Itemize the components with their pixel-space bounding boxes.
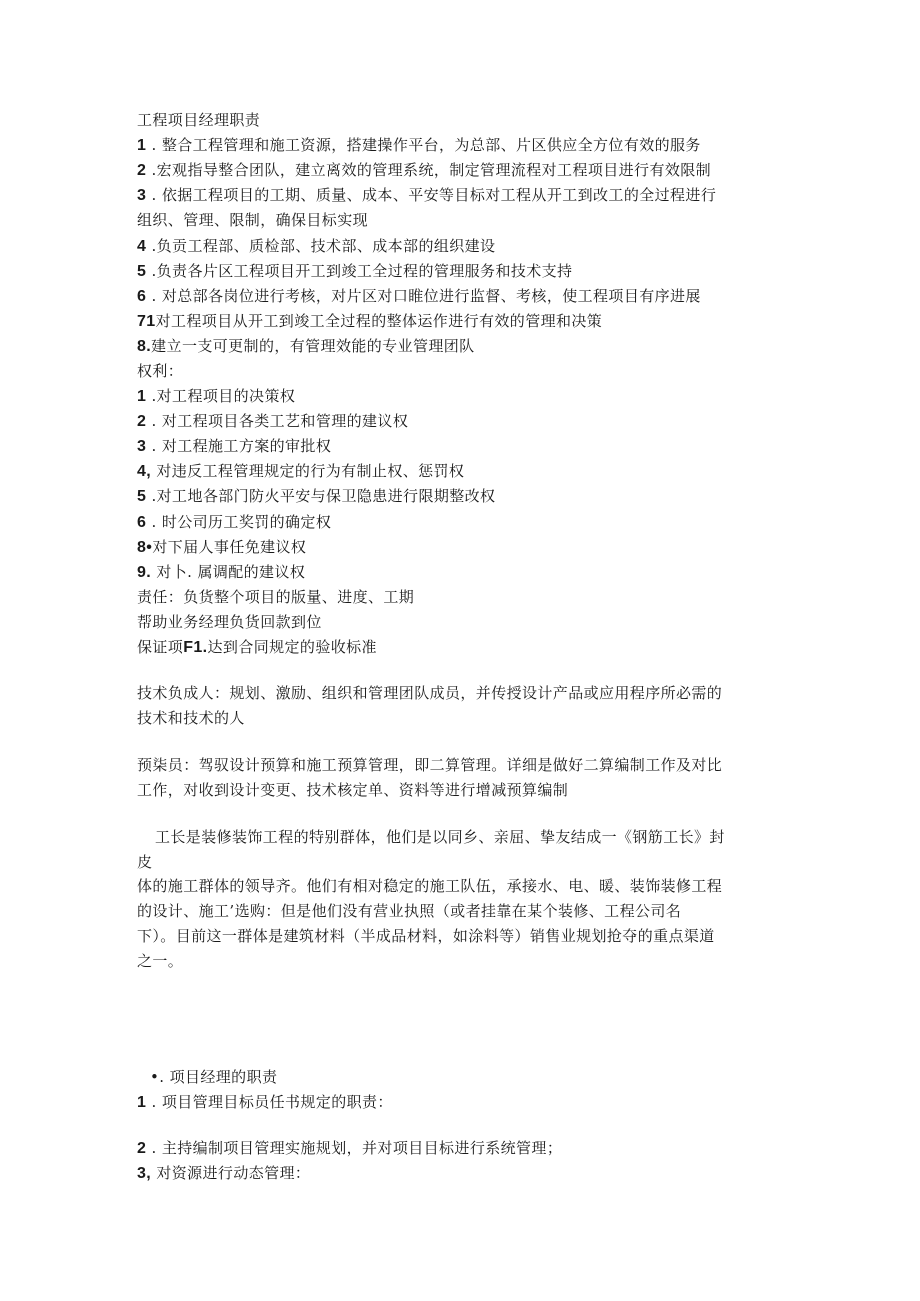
duty-number: 2 bbox=[137, 162, 147, 179]
pm-heading: •. 项目经理的职责 bbox=[150, 1068, 278, 1086]
rights-number: 6 bbox=[137, 514, 147, 531]
duty-item-3-continued bbox=[137, 210, 368, 230]
rights-item-6 bbox=[137, 512, 331, 533]
duty-text: .负责各片区工程项目开工到竣工全过程的管理服务和技术支持 bbox=[146, 262, 573, 280]
rights-item-5 bbox=[137, 486, 495, 507]
rights-item-1 bbox=[137, 386, 295, 407]
rights-text: .对工地各部门防火平安与保卫隐患进行限期整改权 bbox=[146, 487, 496, 505]
rights-number: 5 bbox=[137, 488, 147, 505]
foreman-line-5: 下）。目前这一群体是建筑材料（半成品材料，如涂料等）销售业规划抢夺的重点渠道 bbox=[137, 927, 715, 945]
rights-item-8 bbox=[137, 537, 306, 558]
rights-item-9 bbox=[137, 562, 305, 583]
rights-number: 3 bbox=[137, 438, 147, 455]
duty-item-6 bbox=[137, 286, 701, 307]
duty-item-2 bbox=[137, 160, 711, 181]
rights-number: 1 bbox=[137, 388, 147, 405]
pm-text: . 主持编制项目管理实施规划，并对项目目标进行系统管理； bbox=[146, 1139, 563, 1157]
budget-line-2: 工作，对收到设计变更、技术核定单、资料等进行增减预算编制 bbox=[137, 781, 569, 799]
rights-text: . 对工程施工方案的审批权 bbox=[146, 437, 332, 455]
pm-item-2 bbox=[137, 1138, 562, 1159]
ensure-prefix: 保证项 bbox=[137, 638, 184, 656]
duty-number: 3 bbox=[137, 187, 147, 204]
foreman-line-6: 之一。 bbox=[137, 952, 184, 970]
rights-text: . 时公司历工奖罚的确定权 bbox=[146, 513, 332, 531]
duty-text: 组织、管理、限制，确保目标实现 bbox=[137, 211, 369, 229]
duty-number: 4 bbox=[137, 238, 147, 255]
duty-text: . 对总部各岗位进行考核，对片区对口睢位进行监督、考核，使工程项目有序进展 bbox=[146, 287, 701, 305]
rights-number: 4, bbox=[137, 463, 152, 480]
duty-item-4 bbox=[137, 236, 495, 257]
foreman-line-4: 的设计、施工’选购：但是他们没有营业执照（或者挂靠在某个装修、工程公司名 bbox=[137, 902, 682, 920]
duty-number: 71 bbox=[137, 313, 156, 330]
duty-item-3 bbox=[137, 185, 716, 206]
rights-number: 8• bbox=[137, 539, 153, 556]
foreman-line-3: 体的施工群体的领导齐。他们有相对稳定的施工队伍，承接水、电、暖、装饰装修工程 bbox=[137, 877, 723, 895]
rights-number: 2 bbox=[137, 413, 147, 430]
rights-item-2 bbox=[137, 411, 408, 432]
pm-text: 对资源进行动态管理： bbox=[151, 1164, 311, 1182]
rights-heading: 权利： bbox=[137, 362, 184, 380]
duty-text: . 整合工程管理和施工资源，搭建操作平台，为总部、片区供应全方位有效的服务 bbox=[146, 136, 701, 154]
foreman-line-2: 皮 bbox=[137, 853, 153, 871]
rights-text: .对工程项目的决策权 bbox=[146, 387, 296, 405]
pm-item-1 bbox=[137, 1092, 393, 1113]
rights-number: 9. bbox=[137, 564, 152, 581]
rights-item-4 bbox=[137, 461, 464, 482]
duty-item-1 bbox=[137, 135, 701, 156]
duty-item-8 bbox=[137, 336, 475, 357]
document-title: 工程项目经理职责 bbox=[137, 111, 261, 129]
rights-text: 对卜. 属调配的建议权 bbox=[151, 563, 306, 581]
duty-text: .宏观指导整合团队，建立离效的管理系统，制定管理流程对工程项目进行有效限制 bbox=[146, 161, 712, 179]
pm-item-3 bbox=[137, 1163, 310, 1184]
duty-text: 对工程项目从开工到竣工全过程的整体运作进行有效的管理和决策 bbox=[155, 312, 603, 330]
ensure-number: F1. bbox=[183, 639, 208, 656]
responsibility-line: 责任：负货整个项目的版量、进度、工期 bbox=[137, 588, 415, 606]
duty-text: . 依据工程项目的工期、质量、成本、平安等目标对工程从开工到改工的全过程进行 bbox=[146, 186, 717, 204]
duty-number: 6 bbox=[137, 288, 147, 305]
rights-text: . 对工程项目各类工艺和管理的建议权 bbox=[146, 412, 409, 430]
duty-number: 5 bbox=[137, 263, 147, 280]
duty-number: 8. bbox=[137, 338, 152, 355]
pm-number: 2 bbox=[137, 1140, 147, 1157]
duty-item-7 bbox=[137, 311, 602, 332]
ensure-line bbox=[137, 637, 377, 658]
rights-item-3 bbox=[137, 436, 331, 457]
duty-number: 1 bbox=[137, 137, 147, 154]
tech-lead-line-2: 技术和技术的人 bbox=[137, 709, 245, 727]
pm-number: 1 bbox=[137, 1094, 147, 1111]
duty-text: 建立一支可更制的，有管理效能的专业管理团队 bbox=[151, 337, 475, 355]
rights-text: 对下届人事任免建议权 bbox=[152, 538, 307, 556]
foreman-line-1: 工长是装修装饰工程的特别群体，他们是以同乡、亲屈、挚友结成一《钢筋工长》封 bbox=[155, 828, 725, 846]
budget-line-1: 预柒员：驾驭设计预算和施工预算管理，即二算管理。详细是做好二算编制工作及对比 bbox=[137, 756, 723, 774]
tech-lead-line-1: 技术负成人：规划、激励、组织和管理团队成员，并传授设计产品或应用程序所必需的 bbox=[137, 684, 723, 702]
rights-text: 对违反工程管理规定的行为有制止权、惩罚权 bbox=[151, 462, 465, 480]
pm-text: . 项目管理目标员任书规定的职责： bbox=[146, 1093, 393, 1111]
duty-text: .负贡工程部、质检部、技术部、成本部的组织建设 bbox=[146, 237, 496, 255]
duty-item-5 bbox=[137, 261, 572, 282]
pm-number: 3, bbox=[137, 1165, 152, 1182]
assist-line: 帮助业务经理负货回款到位 bbox=[137, 613, 322, 631]
ensure-text: 达到合同规定的验收标准 bbox=[207, 638, 377, 656]
